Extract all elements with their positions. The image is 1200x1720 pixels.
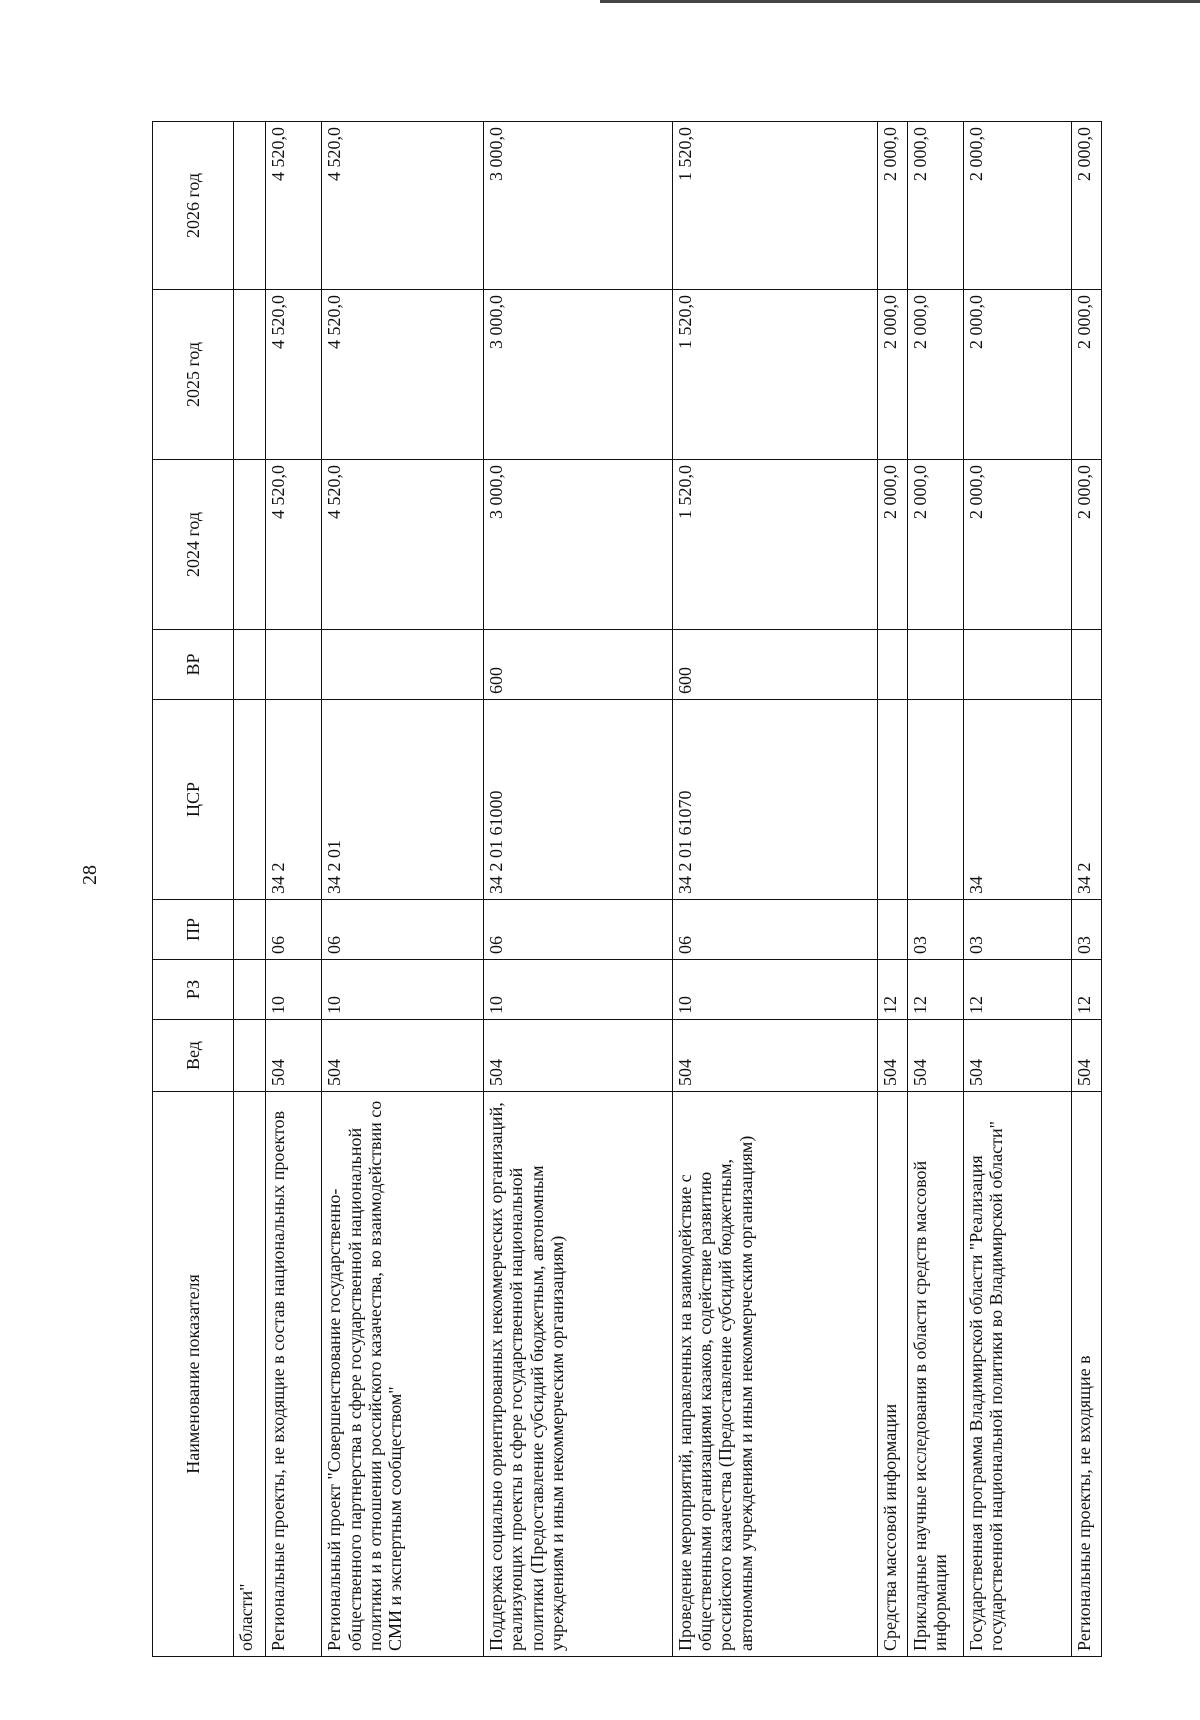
cell-vr <box>266 630 322 700</box>
cell-vr <box>234 630 266 700</box>
cell-rz: 12 <box>907 960 963 1020</box>
cell-name: Средства массовой информации <box>877 1092 907 1657</box>
cell-rz: 10 <box>672 960 877 1020</box>
cell-2024 <box>234 460 266 630</box>
cell-2024: 4 520,0 <box>266 460 322 630</box>
cell-pr: 06 <box>484 900 673 960</box>
cell-rz: 12 <box>1071 960 1101 1020</box>
header-csr: ЦСР <box>153 700 234 900</box>
table-row <box>484 122 673 1657</box>
header-2025: 2025 год <box>153 290 234 460</box>
page-number: 28 <box>79 865 101 885</box>
cell-rz <box>234 960 266 1020</box>
cell-name: области" <box>234 1092 266 1657</box>
cell-2024: 2 000,0 <box>1071 460 1101 630</box>
cell-pr <box>877 900 907 960</box>
cell-csr: 34 2 01 61070 <box>672 700 877 900</box>
cell-2026 <box>234 122 266 290</box>
cell-2024: 1 520,0 <box>672 460 877 630</box>
cell-ved: 504 <box>266 1020 322 1092</box>
cell-csr: 34 2 <box>1071 700 1101 900</box>
header-vr: ВР <box>153 630 234 700</box>
budget-table <box>152 121 1102 1657</box>
cell-pr: 03 <box>1071 900 1101 960</box>
cell-2026: 1 520,0 <box>672 122 877 290</box>
cell-vr <box>907 630 963 700</box>
cell-2026: 4 520,0 <box>266 122 322 290</box>
table-row <box>322 122 484 1657</box>
cell-vr <box>877 630 907 700</box>
cell-2025: 2 000,0 <box>877 290 907 460</box>
header-2026: 2026 год <box>153 122 234 290</box>
cell-2025: 2 000,0 <box>963 290 1071 460</box>
cell-name: Прикладные научные исследования в области средств массовой информации <box>907 1092 963 1657</box>
header-ved: Вед <box>153 1020 234 1092</box>
cell-2026: 2 000,0 <box>963 122 1071 290</box>
cell-rz: 12 <box>963 960 1071 1020</box>
table-row <box>877 122 907 1657</box>
cell-rz: 10 <box>484 960 673 1020</box>
cell-2025: 1 520,0 <box>672 290 877 460</box>
top-border-line <box>600 0 1200 3</box>
table-row <box>1071 122 1101 1657</box>
cell-2025: 4 520,0 <box>322 290 484 460</box>
cell-csr <box>907 700 963 900</box>
cell-ved: 504 <box>672 1020 877 1092</box>
header-pr: ПР <box>153 900 234 960</box>
cell-vr: 600 <box>672 630 877 700</box>
header-2024: 2024 год <box>153 460 234 630</box>
cell-pr: 06 <box>672 900 877 960</box>
cell-name: Региональные проекты, не входящие в <box>1071 1092 1101 1657</box>
cell-2025: 4 520,0 <box>266 290 322 460</box>
cell-name: Региональный проект "Совершенствование государственно-общественного партнерства в сфере государственной национальной политики и в отношении российского казачества, во взаимодействии со СМИ и экспертным сообществом" <box>322 1092 484 1657</box>
cell-vr <box>963 630 1071 700</box>
header-name: Наименование показателя <box>153 1092 234 1657</box>
cell-rz: 10 <box>266 960 322 1020</box>
table-row <box>234 122 266 1657</box>
table-row <box>266 122 322 1657</box>
cell-rz: 10 <box>322 960 484 1020</box>
cell-csr: 34 2 <box>266 700 322 900</box>
cell-ved: 504 <box>322 1020 484 1092</box>
cell-2025: 2 000,0 <box>907 290 963 460</box>
cell-2024: 2 000,0 <box>963 460 1071 630</box>
cell-2025 <box>234 290 266 460</box>
cell-csr: 34 2 01 <box>322 700 484 900</box>
cell-2024: 2 000,0 <box>877 460 907 630</box>
cell-pr: 06 <box>322 900 484 960</box>
cell-vr <box>1071 630 1101 700</box>
cell-vr: 600 <box>484 630 673 700</box>
header-row <box>153 122 234 1657</box>
cell-vr <box>322 630 484 700</box>
cell-2025: 2 000,0 <box>1071 290 1101 460</box>
cell-ved: 504 <box>907 1020 963 1092</box>
cell-csr: 34 2 01 61000 <box>484 700 673 900</box>
cell-2024: 2 000,0 <box>907 460 963 630</box>
cell-pr <box>234 900 266 960</box>
table-holder <box>152 122 1102 1657</box>
cell-2026: 3 000,0 <box>484 122 673 290</box>
table-row <box>672 122 877 1657</box>
cell-2026: 2 000,0 <box>907 122 963 290</box>
cell-name: Проведение мероприятий, направленных на взаимодействие с общественными организациями казаков, содействие развитию российского казачества (Предоставление субсидий бюджетным, автономным учреждениям и иным некоммерческим организациям) <box>672 1092 877 1657</box>
cell-csr <box>234 700 266 900</box>
cell-2025: 3 000,0 <box>484 290 673 460</box>
cell-2026: 2 000,0 <box>1071 122 1101 290</box>
cell-name: Поддержка социально ориентированных некоммерческих организаций, реализующих проекты в сфере государственной национальной политики (Предоставление субсидий бюджетным, автономным учреждениям и иным некоммерческим организациям) <box>484 1092 673 1657</box>
cell-csr <box>877 700 907 900</box>
table-row <box>907 122 963 1657</box>
cell-ved <box>234 1020 266 1092</box>
cell-2024: 4 520,0 <box>322 460 484 630</box>
cell-2026: 2 000,0 <box>877 122 907 290</box>
table-row <box>963 122 1071 1657</box>
cell-csr: 34 <box>963 700 1071 900</box>
cell-pr: 03 <box>963 900 1071 960</box>
cell-ved: 504 <box>877 1020 907 1092</box>
cell-pr: 06 <box>266 900 322 960</box>
cell-ved: 504 <box>1071 1020 1101 1092</box>
cell-ved: 504 <box>963 1020 1071 1092</box>
cell-name: Государственная программа Владимирской области "Реализация государственной национальной политики во Владимирской области" <box>963 1092 1071 1657</box>
cell-pr: 03 <box>907 900 963 960</box>
cell-rz: 12 <box>877 960 907 1020</box>
header-rz: РЗ <box>153 960 234 1020</box>
cell-ved: 504 <box>484 1020 673 1092</box>
cell-name: Региональные проекты, не входящие в состав национальных проектов <box>266 1092 322 1657</box>
cell-2026: 4 520,0 <box>322 122 484 290</box>
cell-2024: 3 000,0 <box>484 460 673 630</box>
